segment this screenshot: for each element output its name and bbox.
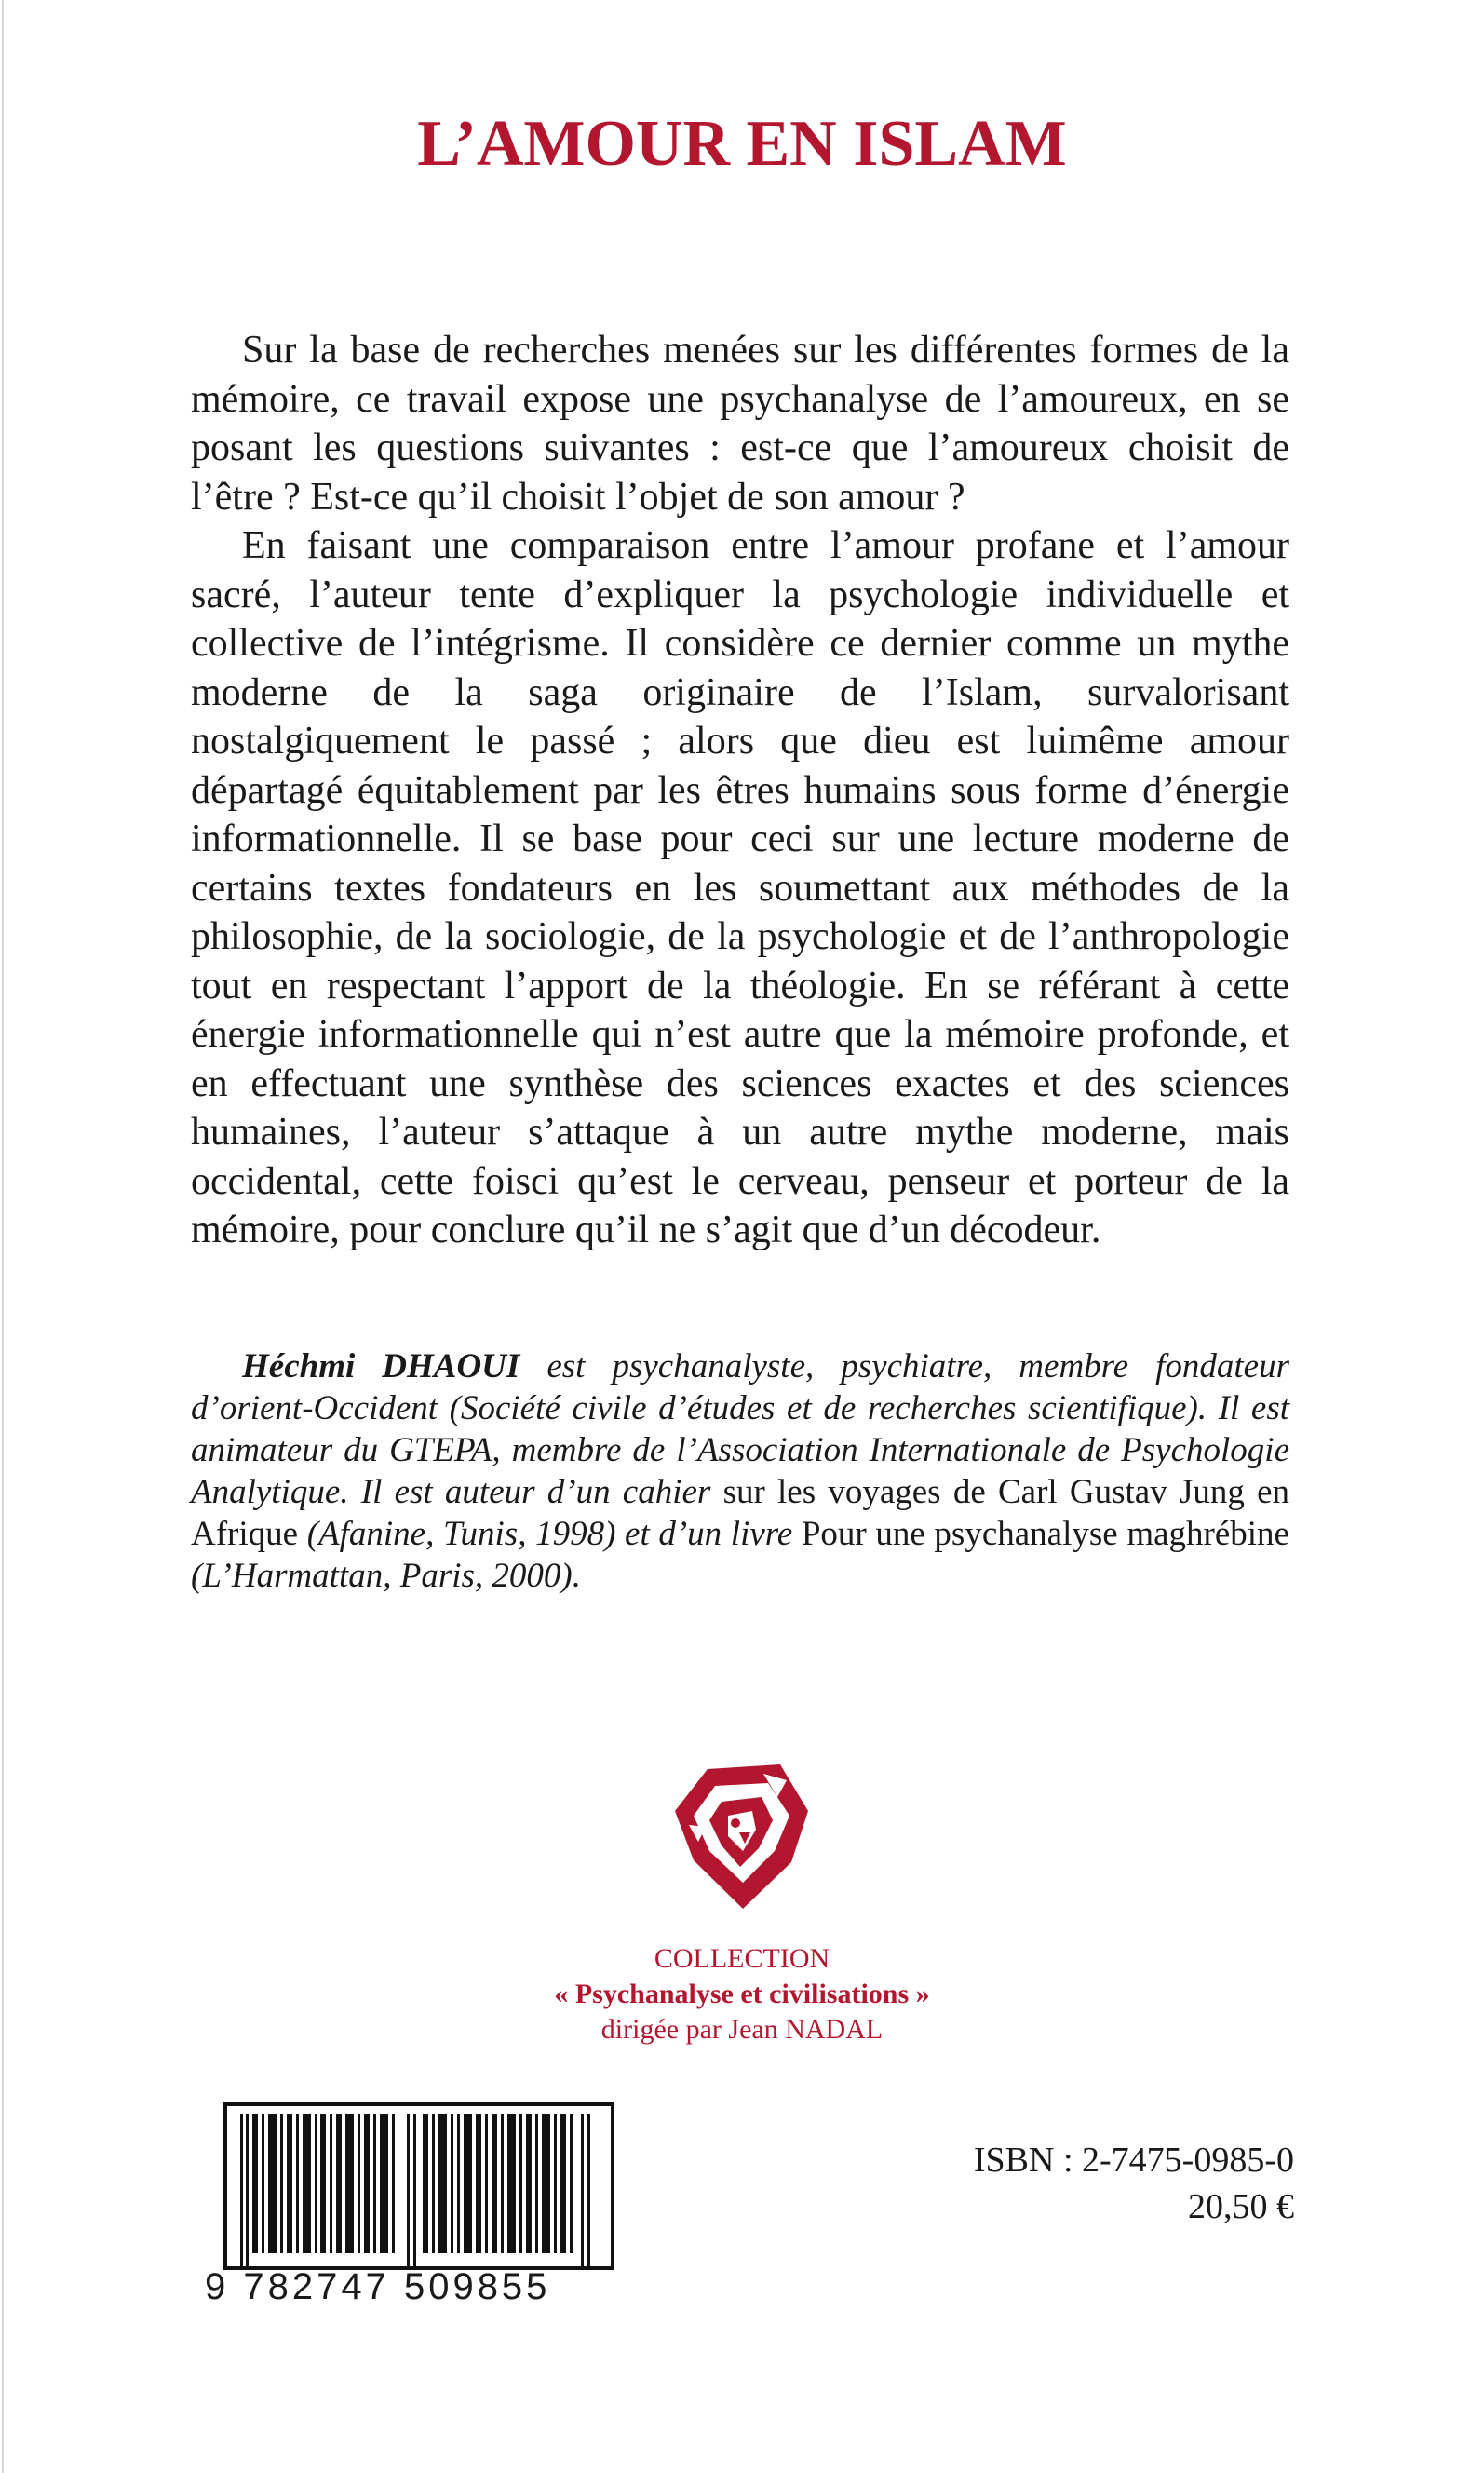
price: 20,50 € bbox=[1188, 2187, 1294, 2226]
isbn-price-block bbox=[931, 2137, 1294, 2230]
blurb-paragraph-2: En faisant une comparaison entre l’amour profane et l’amour sacré, l’auteur tente d’expliquer la psychologie individuelle et collective de l’intégrisme. Il considère ce dernier comme un mythe moderne de la saga originaire de l’Islam, survalorisant nostalgiquement le passé ; alors que dieu est luimême amour départagé équitablement par les êtres humains sous forme d’énergie informationnelle. Il se base pour ceci sur une lecture moderne de certains textes fondateurs en les soumettant aux méthodes de la philosophie, de la sociologie, de la psychologie et de l’anthropologie tout en respectant l’apport de la théologie. En se référant à cette énergie informationnelle qui n’est autre que la mémoire profonde, et en effectuant une synthèse des sciences exactes et des sciences humaines, l’auteur s’attaque à un autre mythe moderne, mais occidental, cette foisci qu’est le cerveau, penseur et porteur de la mémoire, pour conclure qu’il ne s’agit que d’un décodeur. bbox=[191, 524, 1289, 1251]
author-bio-text-1: est psychanalyste, psychiatre, membre fondateur d’orient-Occident (Société civile d’études et de recherches scientifique). Il est animateur du GTEPA, membre de l’Association Internationale de Psychologie Analytique. Il est auteur d’un cahier bbox=[191, 1347, 1290, 1511]
author-bio-text-3: (L’Harmattan, Paris, 2000). bbox=[191, 1557, 581, 1595]
collection-label: COLLECTION bbox=[654, 1943, 830, 1974]
page-edge-line bbox=[2, 0, 4, 2473]
barcode-digits: 9 782747 509855 bbox=[205, 2266, 551, 2307]
blurb-paragraph-1: Sur la base de recherches menées sur les différentes formes de la mémoire, ce travail expose une psychanalyse de l’amoureux, en se posant les questions suivantes : est-ce que l’amoureux choisit de l’être ? Est-ce qu’il choisit l’objet de son amour ? bbox=[191, 329, 1289, 519]
author-bio-text-2: (Afanine, Tunis, 1998) et d’un livre bbox=[298, 1515, 802, 1553]
isbn-number: ISBN : 2-7475-0985-0 bbox=[973, 2141, 1294, 2180]
barcode bbox=[205, 2102, 614, 2307]
book-blurb bbox=[191, 326, 1289, 1255]
author-work-1: sur les voyages de Carl Gustav Jung en Afrique bbox=[191, 1473, 1289, 1553]
author-bio bbox=[191, 1345, 1289, 1597]
collection-name: « Psychanalyse et civilisations » bbox=[554, 1979, 930, 2009]
barcode-bars bbox=[236, 2114, 604, 2270]
publisher-logo-icon bbox=[670, 1760, 815, 1913]
book-title: L’AMOUR EN ISLAM bbox=[417, 108, 1067, 180]
collection-director: dirigée par Jean NADAL bbox=[600, 2014, 884, 2045]
author-bio-paragraph bbox=[191, 1345, 1289, 1597]
author-work-2: Pour une psychanalyse maghrébine bbox=[801, 1515, 1289, 1553]
collection-info bbox=[0, 1941, 1484, 2047]
author-name: Héchmi DHAOUI bbox=[242, 1347, 520, 1385]
